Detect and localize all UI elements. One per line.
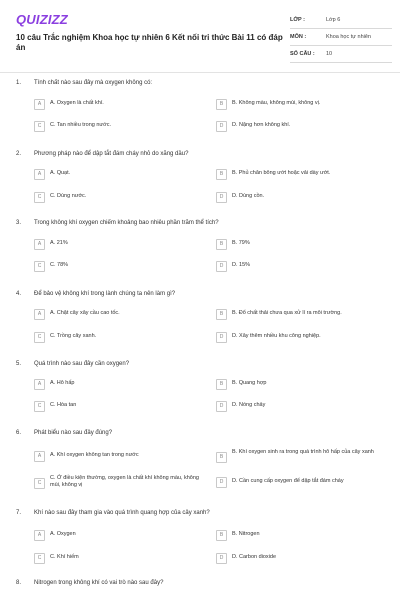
option-d[interactable]: [216, 401, 386, 412]
header-divider: [0, 72, 400, 73]
option-c[interactable]: [34, 474, 204, 489]
option-letter-box[interactable]: B: [216, 169, 227, 180]
meta-key: LỚP :: [290, 17, 305, 23]
option-text: D. Xây thêm nhiều khu công nghiệp.: [232, 333, 321, 339]
option-c[interactable]: [34, 332, 204, 343]
option-letter-box[interactable]: C: [34, 553, 45, 564]
option-d[interactable]: [216, 192, 386, 203]
worksheet-header: [0, 0, 400, 68]
option-letter-box[interactable]: D: [216, 477, 227, 488]
question-number: 4.: [16, 291, 22, 297]
option-letter-box[interactable]: A: [34, 99, 45, 110]
option-a[interactable]: [34, 451, 204, 462]
option-text: C. Khí hiếm: [50, 554, 79, 560]
option-letter-box[interactable]: A: [34, 379, 45, 390]
option-b[interactable]: [216, 530, 386, 541]
option-b[interactable]: [216, 239, 386, 250]
question-number: 7.: [16, 510, 22, 516]
option-letter-box[interactable]: D: [216, 261, 227, 272]
option-text: A. Oxygen là chất khí.: [50, 100, 104, 106]
option-text: B. Nitrogen: [232, 531, 260, 537]
option-b[interactable]: [216, 99, 386, 110]
meta-row-grade: [290, 12, 392, 29]
question-number: 3.: [16, 220, 22, 226]
option-b[interactable]: [216, 169, 386, 180]
worksheet-title: 10 câu Trắc nghiệm Khoa học tự nhiên 6 Kết nối tri thức Bài 11 có đáp án: [16, 33, 283, 52]
option-d[interactable]: [216, 477, 386, 488]
option-letter-box[interactable]: C: [34, 121, 45, 132]
option-letter-box[interactable]: D: [216, 332, 227, 343]
quizizz-logo: QUIZIZZ: [16, 12, 68, 27]
question-number: 6.: [16, 430, 22, 436]
option-a[interactable]: [34, 530, 204, 541]
option-letter-box[interactable]: B: [216, 239, 227, 250]
meta-row-subject: [290, 29, 392, 46]
option-text: C. Dùng nước.: [50, 193, 87, 199]
meta-table: [290, 12, 392, 63]
option-letter-box[interactable]: C: [34, 332, 45, 343]
meta-row-count: [290, 46, 392, 63]
option-text: D. Dùng cồn.: [232, 193, 265, 199]
option-letter-box[interactable]: C: [34, 261, 45, 272]
option-text: C. 78%: [50, 262, 69, 268]
option-c[interactable]: [34, 261, 204, 272]
option-letter-box[interactable]: A: [34, 451, 45, 462]
option-letter-box[interactable]: D: [216, 192, 227, 203]
option-text: D. Nóng chảy: [232, 402, 266, 408]
option-a[interactable]: [34, 239, 204, 250]
meta-key: MÔN :: [290, 34, 307, 40]
option-letter-box[interactable]: D: [216, 553, 227, 564]
option-text: C. Trồng cây xanh.: [50, 333, 97, 339]
question-text: Phương pháp nào để dập tắt đám cháy nhỏ do xăng dầu?: [34, 151, 189, 157]
option-c[interactable]: [34, 121, 204, 132]
option-text: B. Quang hợp: [232, 380, 267, 386]
question-text: Trong không khí oxygen chiếm khoảng bao nhiêu phần trăm thể tích?: [34, 220, 219, 226]
option-text: B. 79%: [232, 240, 250, 246]
question-number: 1.: [16, 80, 22, 86]
option-letter-box[interactable]: C: [34, 401, 45, 412]
option-text: D. 15%: [232, 262, 251, 268]
option-d[interactable]: [216, 261, 386, 272]
meta-key: SỐ CÂU :: [290, 51, 315, 57]
option-text: D. Cần cung cấp oxygen để dập tắt đám cháy: [232, 478, 344, 484]
meta-value: Lớp 6: [326, 17, 341, 23]
option-b[interactable]: [216, 448, 386, 463]
option-text: D. Nặng hơn không khí.: [232, 122, 291, 128]
option-text: B. Không màu, không mùi, không vị.: [232, 100, 321, 106]
option-b[interactable]: [216, 309, 386, 320]
option-b[interactable]: [216, 379, 386, 390]
option-a[interactable]: [34, 379, 204, 390]
option-letter-box[interactable]: A: [34, 169, 45, 180]
option-text: A. Khí oxygen không tan trong nước: [50, 452, 139, 458]
option-text: B. Đổ chất thải chưa qua xử lí ra môi trường.: [232, 310, 342, 316]
option-letter-box[interactable]: D: [216, 121, 227, 132]
option-d[interactable]: [216, 332, 386, 343]
option-text: C. Hòa tan: [50, 402, 77, 408]
option-c[interactable]: [34, 553, 204, 564]
option-text: A. 21%: [50, 240, 68, 246]
option-text: B. Phủ chăn bông ướt hoặc vải dày ướt.: [232, 170, 331, 176]
option-text: A. Oxygen: [50, 531, 76, 537]
question-text: Tính chất nào sau đây mà oxygen không có:: [34, 80, 153, 86]
option-text: A. Hô hấp: [50, 380, 75, 386]
option-letter-box[interactable]: C: [34, 478, 45, 489]
option-a[interactable]: [34, 99, 204, 110]
question-text: Phát biểu nào sau đây đúng?: [34, 430, 113, 436]
option-letter-box[interactable]: D: [216, 401, 227, 412]
option-letter-box[interactable]: B: [216, 452, 227, 463]
option-text: D. Carbon dioxide: [232, 554, 277, 560]
option-d[interactable]: [216, 553, 386, 564]
option-text: C. Tan nhiều trong nước.: [50, 122, 111, 128]
option-letter-box[interactable]: C: [34, 192, 45, 203]
option-letter-box[interactable]: A: [34, 530, 45, 541]
option-text: A. Quạt.: [50, 170, 71, 176]
option-text: C. Ở điều kiện thường, oxygen là chất khí không màu, không mùi, không vị: [50, 475, 199, 488]
option-c[interactable]: [34, 401, 204, 412]
option-c[interactable]: [34, 192, 204, 203]
option-d[interactable]: [216, 121, 386, 132]
question-text: Nitrogen trong không khí có vai trò nào sau đây?: [34, 580, 164, 586]
question-number: 5.: [16, 361, 22, 367]
option-letter-box[interactable]: A: [34, 309, 45, 320]
option-letter-box[interactable]: B: [216, 379, 227, 390]
option-letter-box[interactable]: A: [34, 239, 45, 250]
option-a[interactable]: [34, 309, 204, 320]
question-number: 8.: [16, 580, 22, 586]
question-number: 2.: [16, 151, 22, 157]
option-letter-box[interactable]: B: [216, 99, 227, 110]
meta-value: 10: [326, 51, 333, 57]
option-letter-box[interactable]: B: [216, 530, 227, 541]
question-text: Quá trình nào sau đây cần oxygen?: [34, 361, 130, 367]
question-text: Khí nào sau đây tham gia vào quá trình quang hợp của cây xanh?: [34, 510, 210, 516]
option-letter-box[interactable]: B: [216, 309, 227, 320]
option-text: B. Khí oxygen sinh ra trong quá trình hô hấp của cây xanh: [232, 449, 374, 455]
option-a[interactable]: [34, 169, 204, 180]
meta-value: Khoa học tự nhiên: [326, 34, 371, 40]
option-text: A. Chặt cây xây cầu cao tốc.: [50, 310, 120, 316]
question-text: Để bảo vệ không khí trong lành chúng ta nên làm gì?: [34, 291, 176, 297]
